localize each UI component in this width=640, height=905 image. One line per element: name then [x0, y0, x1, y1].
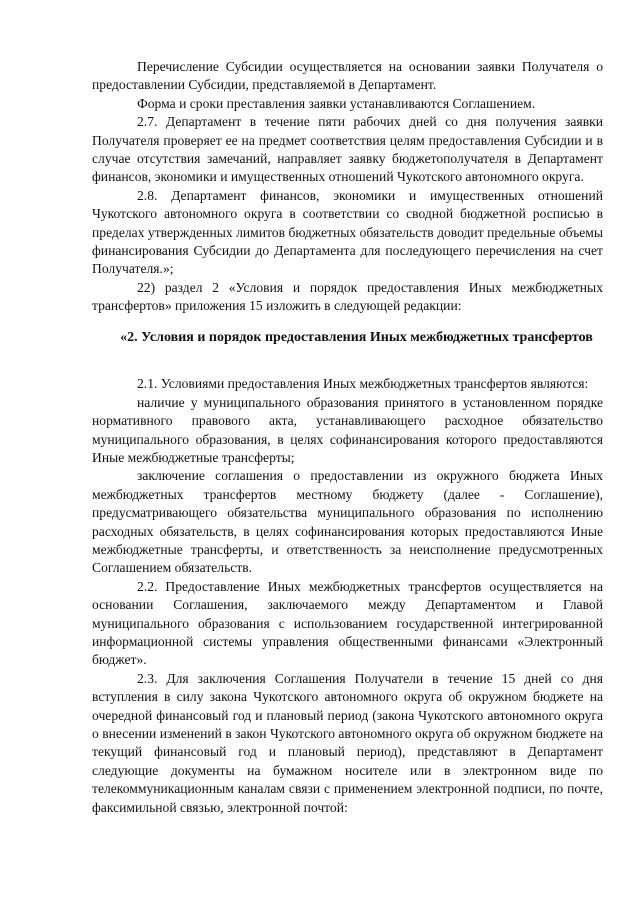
paragraph-condition-legal-act: наличие у муниципального образования принятого в установленном порядке нормативного правового акта, устанавливающего расходное обязательство муниципального образования, в целях софинансирования которого предоставляются Иные межбюджетные трансферты; — [92, 394, 603, 465]
paragraph-2-3: 2.3. Для заключения Соглашения Получатели в течение 15 дней со дня вступления в силу закона Чукотского автономного округа об окружном бюджете на очередной финансовый год и плановый период (закона Чукотского автономного округа о внесении изменений в закон Чукотского автономного округа об окружном бюджете на текущий финансовый год и плановый период), представляют в Департамент следующие документы на бумажном носителе или в электронном виде по телекоммуникационным каналам связи с применением электронной подписи, по почте, факсимильной связью, электронной почтой: — [92, 670, 603, 815]
paragraph-application-form: Форма и сроки преставления заявки устанавливаются Соглашением. — [137, 95, 536, 111]
paragraph-2-1: 2.1. Условиями предоставления Иных межбюджетных трансфертов являются: — [137, 376, 589, 392]
paragraph-item-22: 22) раздел 2 «Условия и порядок предоставления Иных межбюджетных трансфертов» приложения 15 изложить в следующей редакции: — [92, 279, 603, 314]
paragraph-2-2: 2.2. Предоставление Иных межбюджетных трансфертов осуществляется на основании Соглашения, заключаемого между Департаментом и Главой муниципального образования с использованием государственной интегрированной информационной системы управления общественными финансами «Электронный бюджет». — [92, 578, 603, 668]
paragraph-2-8: 2.8. Департамент финансов, экономики и имущественных отношений Чукотского автономного округа в соответствии со сводной бюджетной росписью в пределах утвержденных лимитов бюджетных обязательств доводит предельные объемы финансирования Субсидии до Департамента для последующего перечисления на счет Получателя.»; — [92, 187, 603, 277]
section-heading: «2. Условия и порядок предоставления Иных межбюджетных трансфертов — [120, 329, 593, 345]
paragraph-2-7: 2.7. Департамент в течение пяти рабочих дней со дня получения заявки Получателя проверяет ее на предмет соответствия целям предоставления Субсидии и в случае отсутствия замечаний, направляет заявку бюджетополучателя в Департамент финансов, экономики и имущественных отношений Чукотского автономного округа. — [92, 114, 603, 185]
paragraph-condition-agreement: заключение соглашения о предоставлении из окружного бюджета Иных межбюджетных трансфертов местному бюджету (далее - Соглашение), предусматривающего обязательства муниципального образования по исполнению расходных обязательств, в целях софинансирования которых предоставляются Иные межбюджетные трансферты, и ответственность за неисполнение предусмотренных Соглашением обязательств. — [92, 468, 603, 576]
document-page — [92, 58, 603, 817]
paragraph-subsidy-transfer: Перечисление Субсидии осуществляется на основании заявки Получателя о предоставлении Субсидии, представляемой в Департамент. — [92, 59, 603, 93]
